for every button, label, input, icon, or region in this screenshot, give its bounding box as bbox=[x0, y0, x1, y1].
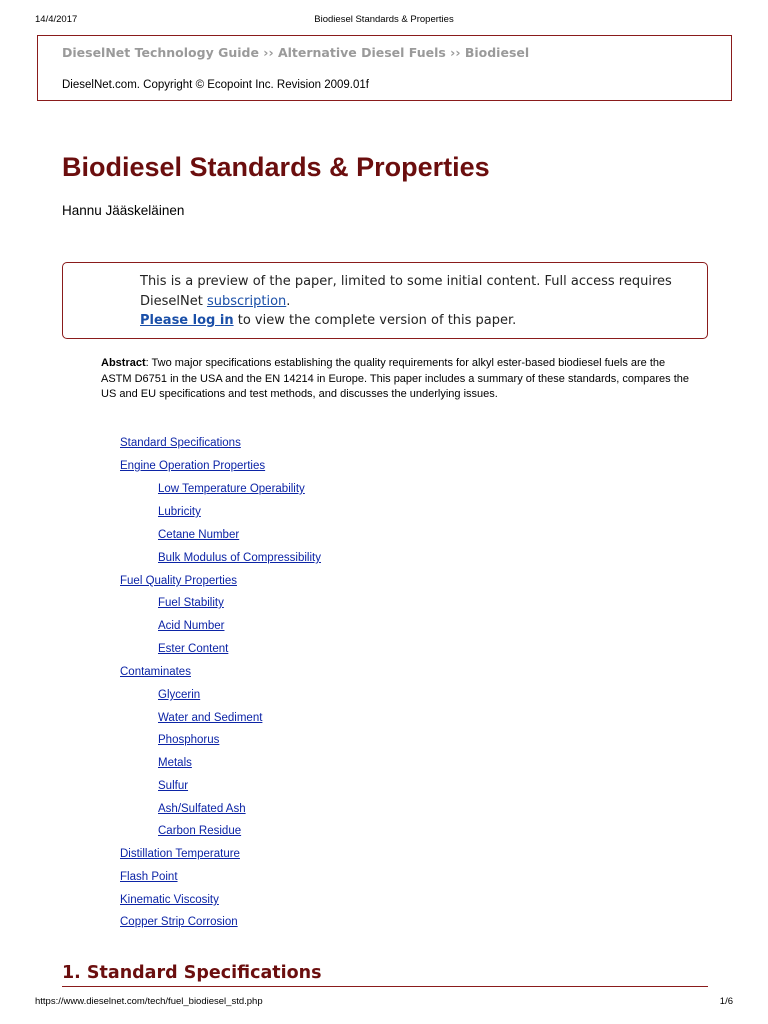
subscription-link[interactable]: subscription bbox=[206, 293, 287, 309]
toc-link[interactable]: Fuel Quality Properties bbox=[120, 575, 237, 587]
print-footer bbox=[35, 996, 733, 1010]
toc-link[interactable]: Distillation Temperature bbox=[120, 848, 240, 860]
toc-link[interactable]: Sulfur bbox=[158, 780, 189, 792]
toc-link[interactable]: Contaminates bbox=[120, 666, 191, 678]
breadcrumb-link-biodiesel[interactable]: Biodiesel bbox=[464, 45, 530, 60]
preview-notice-box bbox=[62, 262, 708, 339]
print-date: 14/4/2017 bbox=[35, 14, 78, 25]
toc-link[interactable]: Copper Strip Corrosion bbox=[120, 916, 238, 928]
print-page-number: 1/6 bbox=[719, 996, 733, 1007]
toc-link[interactable]: Cetane Number bbox=[158, 529, 240, 541]
toc-link[interactable]: Metals bbox=[158, 757, 192, 769]
toc-link[interactable]: Kinematic Viscosity bbox=[120, 894, 219, 906]
print-title: Biodiesel Standards & Properties bbox=[314, 14, 454, 25]
toc-link[interactable]: Flash Point bbox=[120, 871, 178, 883]
preview-notice-period: . bbox=[286, 293, 291, 309]
toc-link[interactable]: Carbon Residue bbox=[158, 825, 242, 837]
login-link[interactable]: Please log in bbox=[140, 313, 234, 328]
copyright-notice: DieselNet.com. Copyright © Ecopoint Inc. Revision 2009.01f bbox=[62, 79, 369, 91]
toc-link[interactable]: Low Temperature Operability bbox=[158, 483, 305, 495]
toc-link[interactable]: Lubricity bbox=[158, 506, 201, 518]
breadcrumb-separator: ›› bbox=[445, 45, 465, 60]
preview-notice-text bbox=[140, 272, 687, 331]
site-header-box bbox=[37, 35, 732, 101]
toc-link[interactable]: Glycerin bbox=[158, 689, 201, 701]
abstract-label: Abstract bbox=[101, 357, 146, 369]
breadcrumb-link-technology-guide[interactable]: DieselNet Technology Guide bbox=[62, 45, 259, 60]
toc-link[interactable]: Ash/Sulfated Ash bbox=[158, 803, 246, 815]
abstract-text: : Two major specifications establishing the quality requirements for alkyl ester-based biodiesel fuels are the ASTM D6751 in the USA and the EN 14214 in Europe. This paper includes a summary of these standards, compares the US and EU specifications and test methods, and discusses the underlying issues. bbox=[101, 357, 690, 400]
print-header bbox=[35, 14, 733, 28]
toc-link[interactable]: Engine Operation Properties bbox=[120, 460, 266, 472]
section-divider bbox=[62, 986, 708, 987]
preview-notice-line: This is a preview of the paper, limited to some initial content. Full access requires DieselNet bbox=[140, 274, 672, 309]
toc-link[interactable]: Ester Content bbox=[158, 643, 229, 655]
toc-link[interactable]: Bulk Modulus of Compressibility bbox=[158, 552, 321, 564]
abstract-paragraph bbox=[101, 356, 691, 403]
toc-link[interactable]: Fuel Stability bbox=[158, 597, 224, 609]
toc-link[interactable]: Phosphorus bbox=[158, 734, 220, 746]
author-name: Hannu Jääskeläinen bbox=[62, 203, 185, 218]
section-heading: 1. Standard Specifications bbox=[62, 963, 322, 983]
page-title: Biodiesel Standards & Properties bbox=[62, 152, 490, 182]
print-url: https://www.dieselnet.com/tech/fuel_biodiesel_std.php bbox=[35, 996, 263, 1007]
toc-link[interactable]: Acid Number bbox=[158, 620, 225, 632]
breadcrumb bbox=[62, 45, 529, 60]
toc-link[interactable]: Water and Sediment bbox=[158, 712, 263, 724]
breadcrumb-link-alternative-fuels[interactable]: Alternative Diesel Fuels bbox=[277, 45, 446, 60]
toc-link[interactable]: Standard Specifications bbox=[120, 437, 241, 449]
breadcrumb-separator: ›› bbox=[258, 45, 278, 60]
preview-notice-login-text: to view the complete version of this paper. bbox=[233, 313, 517, 328]
